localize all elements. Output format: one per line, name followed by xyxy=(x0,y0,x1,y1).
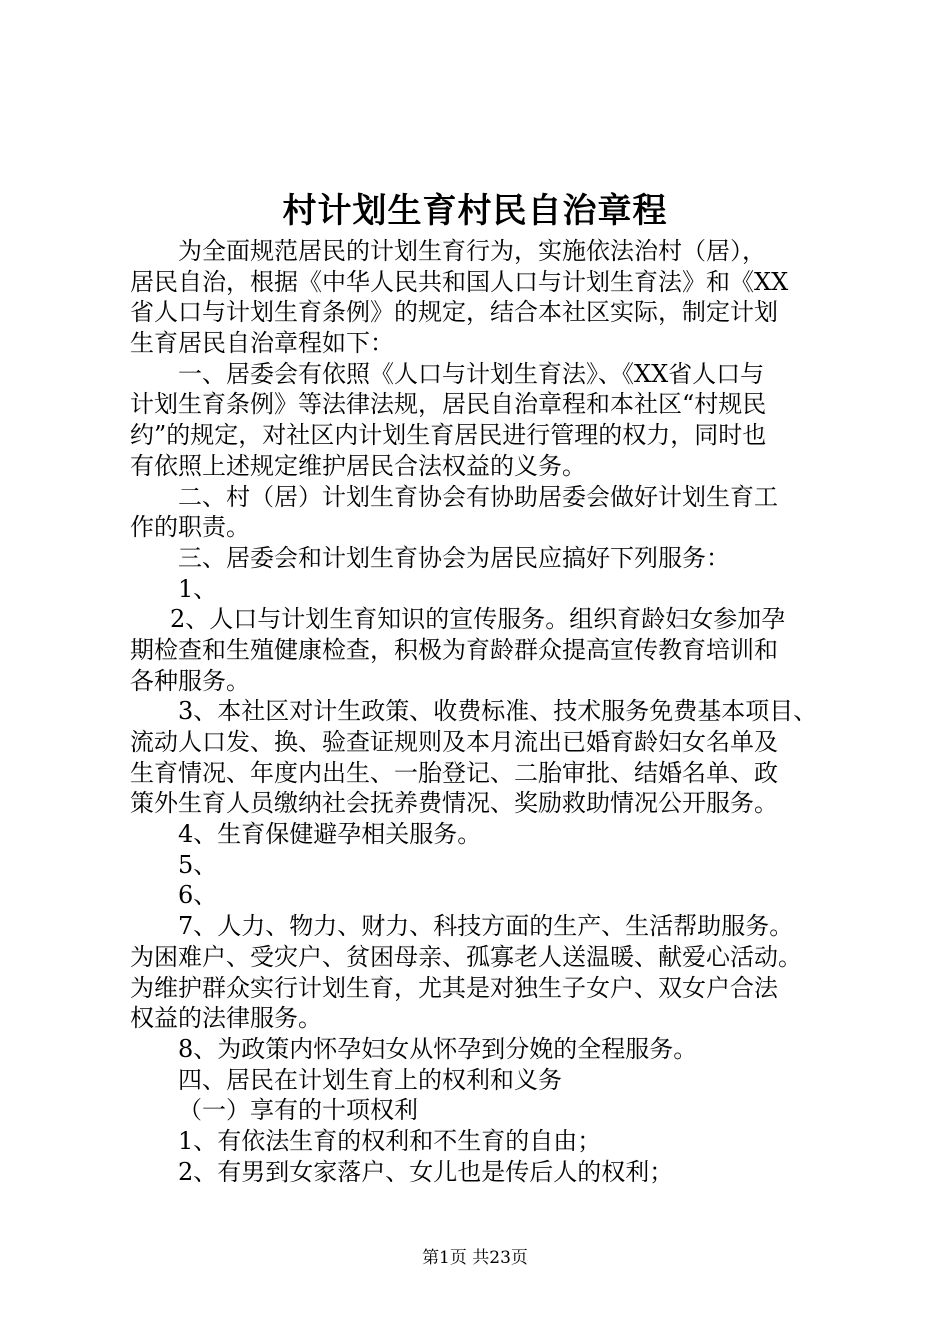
text-line: 有依照上述规定维护居民合法权益的义务。 xyxy=(130,451,586,480)
text-line: 作的职责。 xyxy=(130,513,250,542)
text-line: 约”的规定，对社区内计划生育居民进行管理的权力，同时也 xyxy=(130,421,767,450)
text-line: 3、本社区对计生政策、收费标准、技术服务免费基本项目、 xyxy=(178,697,818,726)
text-line: 权益的法律服务。 xyxy=(130,1004,322,1033)
document-title: 村计划生育村民自治章程 xyxy=(282,191,668,231)
text-line: 为全面规范居民的计划生育行为，实施依法治村（居）， xyxy=(178,237,766,265)
text-line: 2、有男到女家落户、女儿也是传后人的权利； xyxy=(178,1157,674,1186)
text-line: 6、 xyxy=(178,881,218,910)
text-line: 生育居民自治章程如下： xyxy=(130,329,394,358)
document-body xyxy=(130,236,835,1187)
text-line: 7、人力、物力、财力、科技方面的生产、生活帮助服务。 xyxy=(178,912,794,941)
text-line: 生育情况、年度内出生、一胎登记、二胎审批、结婚名单、政 xyxy=(130,758,778,787)
text-line: 4、生育保健避孕相关服务。 xyxy=(178,820,482,849)
page-number-footer: 第1页 共23页 xyxy=(422,1248,528,1268)
text-line: 8、为政策内怀孕妇女从怀孕到分娩的全程服务。 xyxy=(178,1034,698,1063)
text-line: 一、居委会有依照《人口与计划生育法》、《XX省人口与 xyxy=(178,359,765,388)
text-line: 二、村（居）计划生育协会有协助居委会做好计划生育工 xyxy=(178,482,778,511)
text-line: 1、 xyxy=(178,574,218,603)
text-line: 四、居民在计划生育上的权利和义务 xyxy=(178,1065,562,1094)
text-line: 居民自治，根据《中华人民共和国人口与计划生育法》和《XX xyxy=(130,267,789,296)
text-line: 为维护群众实行计划生育，尤其是对独生子女户、双女户合法 xyxy=(130,973,778,1002)
text-line: （一）享有的十项权利 xyxy=(178,1096,418,1125)
text-line: 省人口与计划生育条例》的规定，结合本社区实际，制定计划 xyxy=(130,298,778,327)
text-line: 策外生育人员缴纳社会抚养费情况、奖励救助情况公开服务。 xyxy=(130,789,778,818)
text-line: 各种服务。 xyxy=(130,666,250,695)
text-line: 流动人口发、换、验查证规则及本月流出已婚育龄妇女名单及 xyxy=(130,728,778,756)
text-line: 三、居委会和计划生育协会为居民应搞好下列服务： xyxy=(178,543,730,572)
text-line: 期检查和生殖健康检查，积极为育龄群众提高宣传教育培训和 xyxy=(130,635,778,664)
text-line: 计划生育条例》等法律法规，居民自治章程和本社区“村规民 xyxy=(130,390,767,419)
text-line: 2、人口与计划生育知识的宣传服务。组织育龄妇女参加孕 xyxy=(170,605,786,634)
text-line: 为困难户、受灾户、贫困母亲、孤寡老人送温暖、献爱心活动。 xyxy=(130,942,802,971)
text-line: 5、 xyxy=(178,850,218,879)
text-line: 1、有依法生育的权利和不生育的自由； xyxy=(178,1126,602,1155)
